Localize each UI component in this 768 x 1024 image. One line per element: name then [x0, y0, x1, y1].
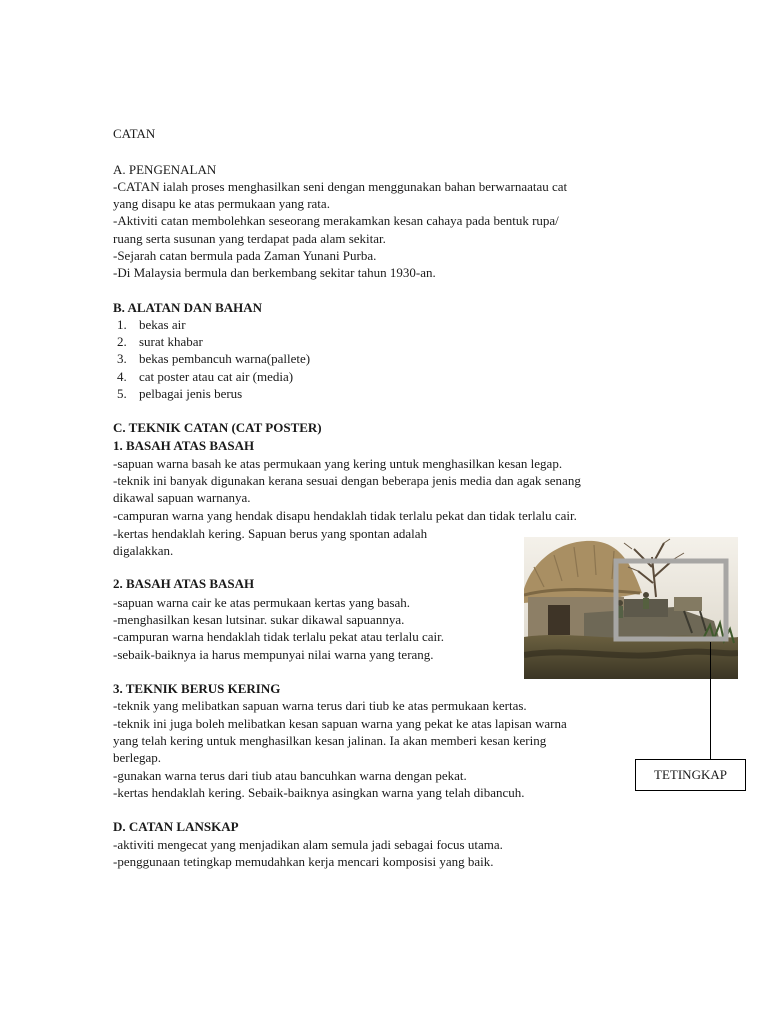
document-title: CATAN [113, 126, 156, 141]
subsection-3-heading: 3. TEKNIK BERUS KERING [113, 681, 281, 696]
callout-pointer-line [710, 642, 711, 759]
subsection-1-heading: 1. BASAH ATAS BASAH [113, 438, 255, 453]
section-b-heading: B. ALATAN DAN BAHAN [113, 300, 263, 315]
subsection-1-line: dikawal sapuan warnanya. [113, 490, 251, 505]
section-d-line: -aktiviti mengecat yang menjadikan alam semula jadi sebagai focus utama. [113, 837, 503, 852]
tetingkap-callout-box: TETINGKAP [635, 759, 746, 791]
subsection-3-line: -kertas hendaklah kering. Sebaik-baiknya asingkan warna yang telah dibancuh. [113, 785, 525, 800]
diorama-illustration [524, 537, 738, 679]
subsection-3-line: -gunakan warna terus dari tiub atau bancuhkan warna dengan pekat. [113, 768, 467, 783]
section-d-line: -penggunaan tetingkap memudahkan kerja mencari komposisi yang baik. [113, 854, 494, 869]
section-a-line: -Sejarah catan bermula pada Zaman Yunani Purba. [113, 248, 377, 263]
list-number: 5. [117, 386, 127, 401]
subsection-2-line: -sebaik-baiknya ia harus mempunyai nilai warna yang terang. [113, 647, 434, 662]
list-item: bekas air [139, 317, 186, 332]
subsection-2-line: -menghasilkan kesan lutsinar. sukar dikawal sapuannya. [113, 612, 405, 627]
subsection-1-line: -kertas hendaklah kering. Sapuan berus yang spontan adalah [113, 526, 428, 541]
subsection-1-line: digalakkan. [113, 543, 174, 558]
subsection-3-line: yang telah kering untuk menghasilkan kesan jalinan. Ia akan memberi kesan kering [113, 733, 547, 748]
list-item: pelbagai jenis berus [139, 386, 243, 401]
subsection-1-line: -campuran warna yang hendak disapu hendaklah tidak terlalu pekat dan tidak terlalu cair. [113, 508, 577, 523]
subsection-1-line: -sapuan warna basah ke atas permukaan yang kering untuk menghasilkan kesan legap. [113, 456, 563, 471]
subsection-2-line: -campuran warna hendaklah tidak terlalu pekat atau terlalu cair. [113, 629, 444, 644]
list-number: 3. [117, 351, 127, 366]
section-a-heading: A. PENGENALAN [113, 162, 217, 177]
list-item: bekas pembancuh warna(pallete) [139, 351, 311, 366]
subsection-3-line: -teknik yang melibatkan sapuan warna terus dari tiub ke atas permukaan kertas. [113, 698, 527, 713]
section-a-line: -CATAN ialah proses menghasilkan seni dengan menggunakan bahan berwarnaatau cat [113, 179, 568, 194]
section-a-line: -Di Malaysia bermula dan berkembang sekitar tahun 1930-an. [113, 265, 436, 280]
landscape-diorama-image [524, 537, 738, 679]
subsection-1-line: -teknik ini banyak digunakan kerana sesuai dengan beberapa jenis media dan agak senang [113, 473, 581, 488]
list-item: surat khabar [139, 334, 203, 349]
list-number: 2. [117, 334, 127, 349]
list-number: 4. [117, 369, 127, 384]
subsection-2-line: -sapuan warna cair ke atas permukaan kertas yang basah. [113, 595, 411, 610]
section-a-line: yang disapu ke atas permukaan yang rata. [113, 196, 330, 211]
subsection-3-line: -teknik ini juga boleh melibatkan kesan sapuan warna yang pekat ke atas lapisan warna [113, 716, 567, 731]
section-a-line: -Aktiviti catan membolehkan seseorang merakamkan kesan cahaya pada bentuk rupa/ [113, 213, 559, 228]
section-d-heading: D. CATAN LANSKAP [113, 819, 239, 834]
list-item: cat poster atau cat air (media) [139, 369, 294, 384]
section-c-heading: C. TEKNIK CATAN (CAT POSTER) [113, 420, 322, 435]
subsection-3-line: berlegap. [113, 750, 162, 765]
subsection-2-heading: 2. BASAH ATAS BASAH [113, 576, 255, 591]
list-number: 1. [117, 317, 127, 332]
section-a-line: ruang serta susunan yang terdapat pada alam sekitar. [113, 231, 386, 246]
